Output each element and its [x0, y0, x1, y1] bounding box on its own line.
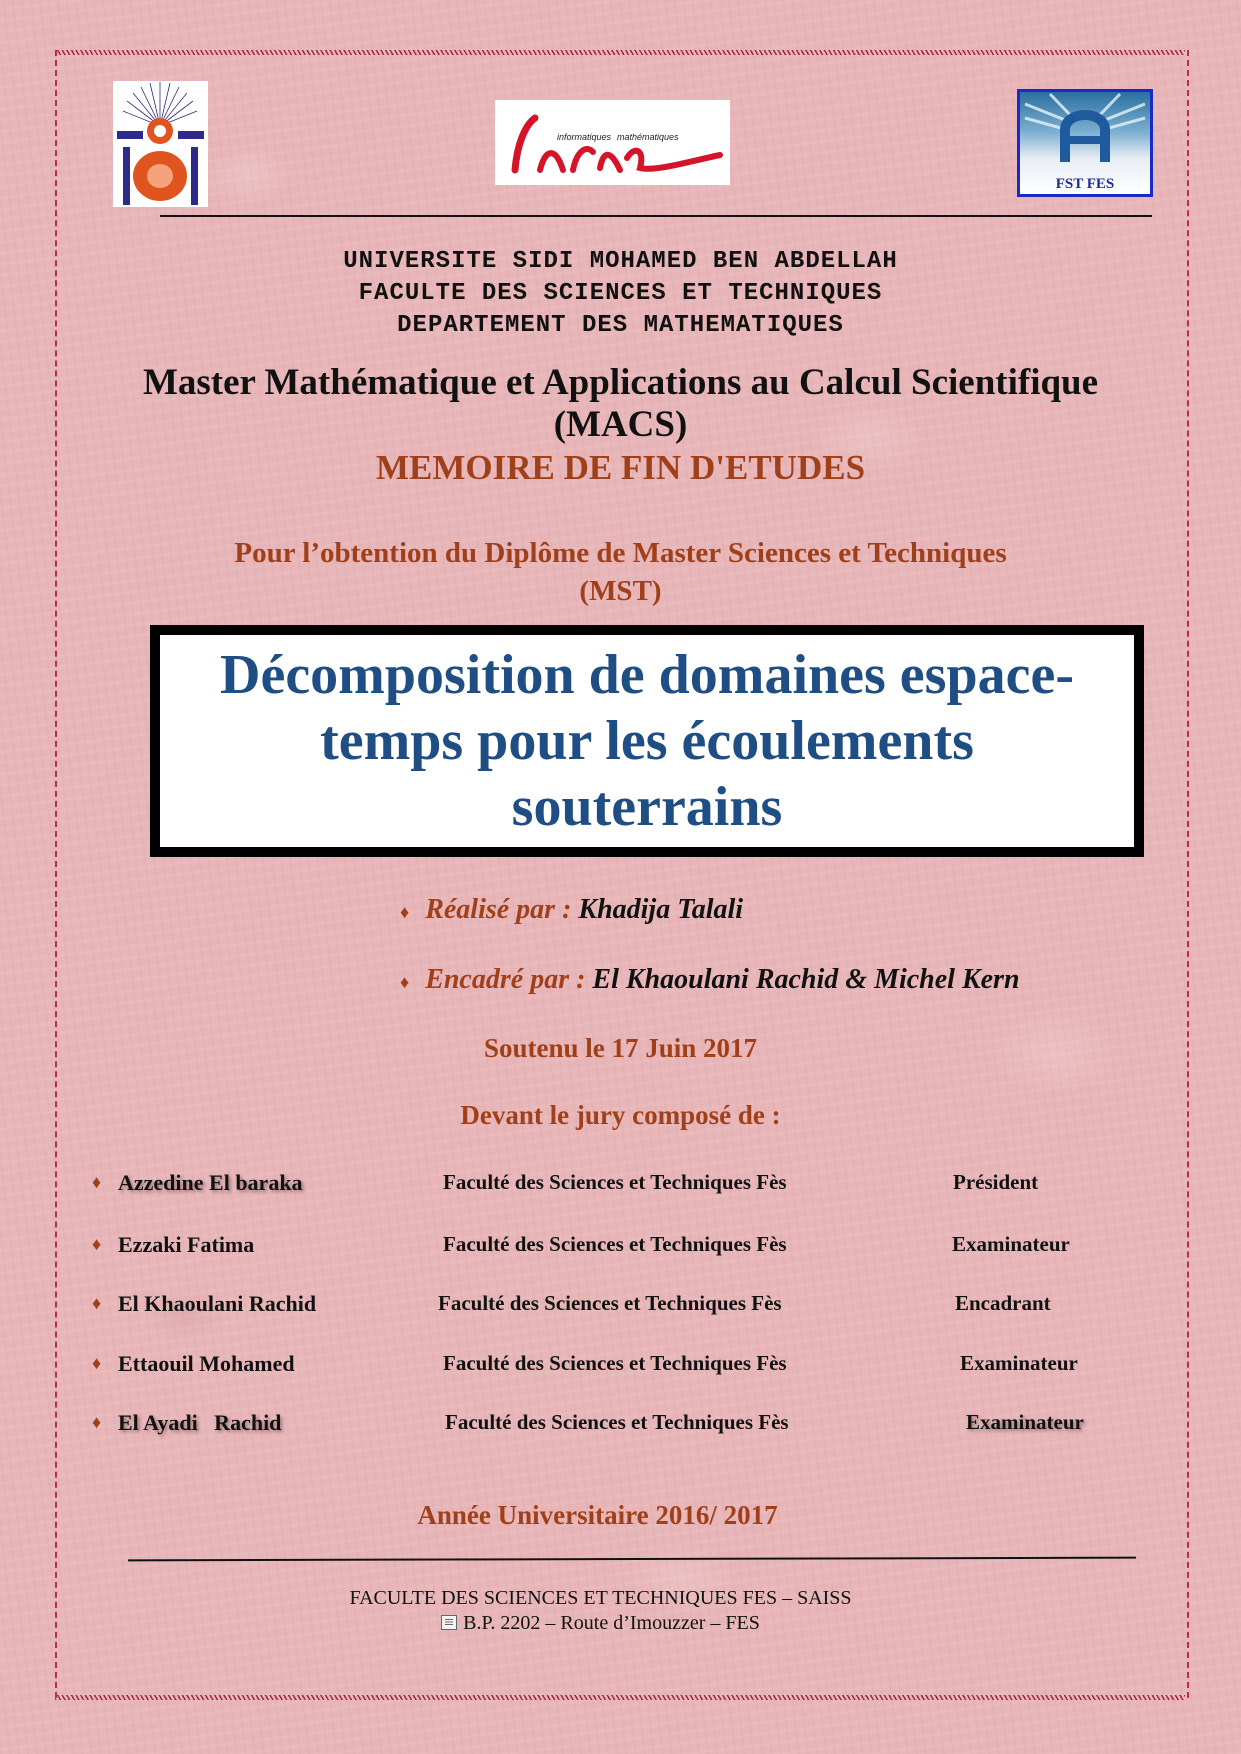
jury-institution: Faculté des Sciences et Techniques Fès: [443, 1232, 787, 1256]
footer-block: [0, 1586, 1221, 1636]
inria-logo: [495, 100, 730, 185]
jury-institution: Faculté des Sciences et Techniques Fès: [443, 1351, 787, 1375]
jury-role: Examinateur: [960, 1351, 1078, 1375]
header-rule: [160, 215, 1152, 217]
jury-role: Examinateur: [952, 1232, 1070, 1256]
credit-label: Réalisé par :: [425, 894, 572, 925]
bullet-diamond-icon: ♦: [92, 1412, 102, 1432]
jury-heading: Devant le jury composé de :: [460, 1100, 781, 1130]
jury-role: Président: [953, 1170, 1039, 1194]
svg-text:informatiques: informatiques: [557, 132, 612, 142]
frame-bottom-border: [55, 1695, 1185, 1700]
footer-faculty: FACULTE DES SCIENCES ET TECHNIQUES FES – SAISS: [349, 1587, 852, 1609]
jury-role: Encadrant: [955, 1291, 1051, 1315]
credit-value: Khadija Talali: [578, 894, 744, 925]
mail-icon: [441, 1615, 457, 1630]
university-name: UNIVERSITE SIDI MOHAMED BEN ABDELLAH: [343, 248, 898, 275]
jury-institution: Faculté des Sciences et Techniques Fès: [443, 1170, 787, 1194]
credit-label: Encadré par :: [425, 964, 586, 995]
jury-name: El Ayadi Rachid: [118, 1410, 282, 1435]
jury-institution: Faculté des Sciences et Techniques Fès: [438, 1291, 782, 1315]
jury-row: [0, 1351, 1241, 1383]
program-title: Master Mathématique et Applications au Calcul Scientifique: [142, 362, 1099, 403]
credit-supervisors: [400, 964, 1020, 996]
footer-address: B.P. 2202 – Route d’Imouzzer – FES: [463, 1612, 760, 1634]
institution-block: [0, 246, 1241, 342]
credit-author: [400, 894, 743, 926]
bullet-diamond-icon: ♦: [400, 902, 410, 922]
bullet-diamond-icon: ♦: [92, 1172, 102, 1192]
document-type: MEMOIRE DE FIN D'ETUDES: [375, 448, 866, 487]
jury-name: El Khaoulani Rachid: [118, 1291, 317, 1316]
bullet-diamond-icon: ♦: [92, 1293, 102, 1313]
credit-value: El Khaoulani Rachid & Michel Kern: [592, 964, 1020, 995]
thesis-title-box: [150, 625, 1144, 857]
jury-role: Examinateur: [966, 1410, 1084, 1434]
usmba-logo: [113, 81, 208, 207]
academic-year: Année Universitaire 2016/ 2017: [417, 1500, 778, 1530]
jury-institution: Faculté des Sciences et Techniques Fès: [445, 1410, 789, 1434]
degree-text: Pour l’obtention du Diplôme de Master Sciences et Techniques: [234, 537, 1007, 569]
footer-address-line: [0, 1611, 1221, 1636]
jury-name: Ezzaki Fatima: [118, 1232, 255, 1257]
degree-acronym: (MST): [579, 575, 662, 607]
faculty-name: FACULTE DES SCIENCES ET TECHNIQUES: [358, 280, 883, 307]
svg-text:FST FES: FST FES: [1055, 176, 1115, 192]
jury-row: [0, 1291, 1241, 1323]
jury-name: Azzedine El baraka: [118, 1170, 303, 1195]
fst-fes-logo: [1017, 89, 1153, 197]
bullet-diamond-icon: ♦: [400, 972, 410, 992]
jury-row: [0, 1232, 1241, 1264]
bullet-diamond-icon: ♦: [92, 1353, 102, 1373]
program-block: [0, 362, 1241, 446]
jury-row: [0, 1410, 1241, 1442]
svg-text:mathématiques: mathématiques: [617, 132, 679, 142]
jury-name: Ettaouil Mohamed: [118, 1351, 295, 1376]
bullet-diamond-icon: ♦: [92, 1234, 102, 1254]
program-acronym: (MACS): [553, 404, 688, 445]
thesis-title: Décomposition de domaines espace- temps pour les écoulements souterrains: [220, 644, 1074, 838]
degree-block: [0, 534, 1241, 610]
jury-row: [0, 1170, 1241, 1202]
department-name: DEPARTEMENT DES MATHEMATIQUES: [397, 312, 844, 339]
defense-date: Soutenu le 17 Juin 2017: [483, 1033, 758, 1063]
frame-top-border: [55, 50, 1185, 55]
